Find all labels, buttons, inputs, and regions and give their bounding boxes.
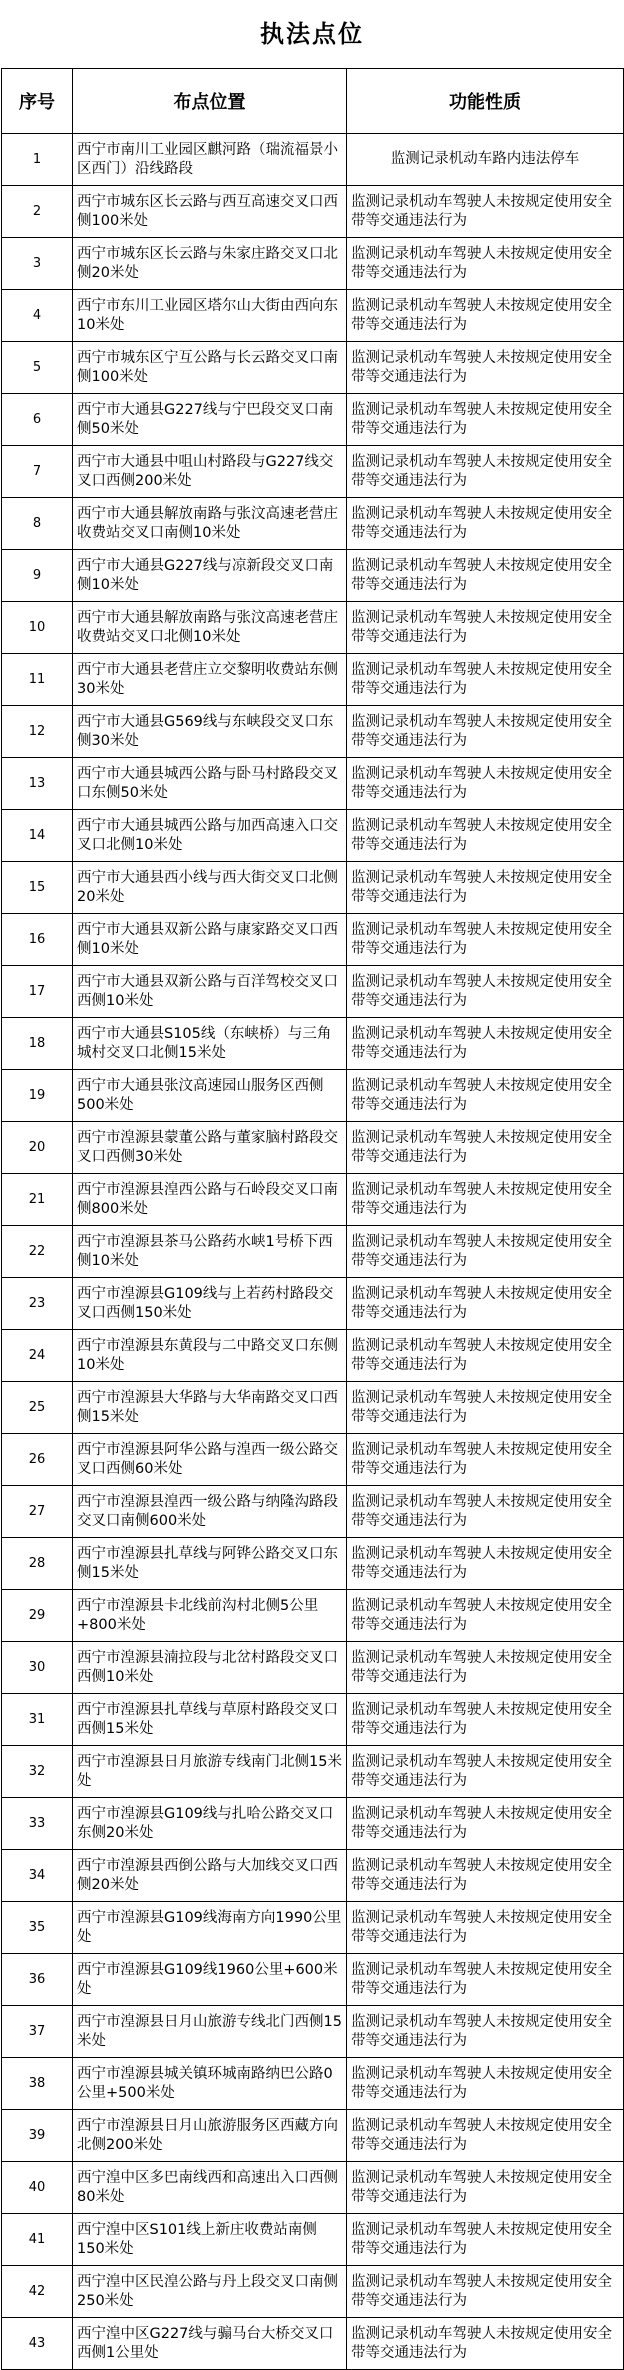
row-function: 监测记录机动车驾驶人未按规定使用安全带等交通违法行为 <box>347 550 624 602</box>
table-row <box>2 1850 624 1902</box>
table-row <box>2 1122 624 1174</box>
table-row <box>2 1590 624 1642</box>
enforcement-points-table <box>1 68 624 2370</box>
table-row <box>2 602 624 654</box>
table-row <box>2 1226 624 1278</box>
table-row <box>2 758 624 810</box>
row-location: 西宁市湟源县G109线1960公里+600米处 <box>73 1954 347 2006</box>
row-function: 监测记录机动车驾驶人未按规定使用安全带等交通违法行为 <box>347 862 624 914</box>
table-row <box>2 498 624 550</box>
table-row <box>2 1070 624 1122</box>
row-location: 西宁市大通县G569线与东峡段交叉口东侧30米处 <box>73 706 347 758</box>
row-location: 西宁市大通县S105线（东峡桥）与三角城村交叉口北侧15米处 <box>73 1018 347 1070</box>
row-location: 西宁市湟源县西倒公路与大加线交叉口西侧20米处 <box>73 1850 347 1902</box>
row-location: 西宁市大通县解放南路与张汶高速老营庄收费站交叉口北侧10米处 <box>73 602 347 654</box>
table-header-row <box>2 69 624 134</box>
row-number: 10 <box>2 602 73 654</box>
row-function: 监测记录机动车驾驶人未按规定使用安全带等交通违法行为 <box>347 1746 624 1798</box>
row-function: 监测记录机动车驾驶人未按规定使用安全带等交通违法行为 <box>347 1174 624 1226</box>
row-number: 5 <box>2 342 73 394</box>
row-location: 西宁市大通县老营庄立交黎明收费站东侧30米处 <box>73 654 347 706</box>
row-location: 西宁市大通县双新公路与康家路交叉口西侧10米处 <box>73 914 347 966</box>
row-number: 31 <box>2 1694 73 1746</box>
header-no: 序号 <box>2 69 73 134</box>
row-number: 13 <box>2 758 73 810</box>
row-function: 监测记录机动车驾驶人未按规定使用安全带等交通违法行为 <box>347 2162 624 2214</box>
row-function: 监测记录机动车驾驶人未按规定使用安全带等交通违法行为 <box>347 706 624 758</box>
row-function: 监测记录机动车驾驶人未按规定使用安全带等交通违法行为 <box>347 1850 624 1902</box>
row-function: 监测记录机动车驾驶人未按规定使用安全带等交通违法行为 <box>347 654 624 706</box>
row-number: 2 <box>2 186 73 238</box>
row-location: 西宁市湟源县G109线与扎哈公路交叉口东侧20米处 <box>73 1798 347 1850</box>
table-row <box>2 1018 624 1070</box>
table-row <box>2 394 624 446</box>
table-row <box>2 2110 624 2162</box>
table-row <box>2 1278 624 1330</box>
row-number: 35 <box>2 1902 73 1954</box>
row-number: 37 <box>2 2006 73 2058</box>
row-function: 监测记录机动车驾驶人未按规定使用安全带等交通违法行为 <box>347 1486 624 1538</box>
row-location: 西宁湟中区民湟公路与丹上段交叉口南侧250米处 <box>73 2266 347 2318</box>
row-location: 西宁市湟源县日月山旅游专线北门西侧15米处 <box>73 2006 347 2058</box>
row-number: 16 <box>2 914 73 966</box>
row-location: 西宁市湟源县茶马公路药水峡1号桥下西侧10米处 <box>73 1226 347 1278</box>
header-function: 功能性质 <box>347 69 624 134</box>
row-number: 39 <box>2 2110 73 2162</box>
row-function: 监测记录机动车驾驶人未按规定使用安全带等交通违法行为 <box>347 914 624 966</box>
row-location: 西宁市湟源县扎草线与草原村路段交叉口西侧15米处 <box>73 1694 347 1746</box>
row-location: 西宁湟中区S101线上新庄收费站南侧150米处 <box>73 2214 347 2266</box>
table-row <box>2 1434 624 1486</box>
table-row <box>2 810 624 862</box>
row-number: 26 <box>2 1434 73 1486</box>
row-number: 34 <box>2 1850 73 1902</box>
table-row <box>2 238 624 290</box>
row-location: 西宁市城东区长云路与朱家庄路交叉口北侧20米处 <box>73 238 347 290</box>
row-location: 西宁市大通县G227线与宁巴段交叉口南侧50米处 <box>73 394 347 446</box>
table-row <box>2 1746 624 1798</box>
row-function: 监测记录机动车驾驶人未按规定使用安全带等交通违法行为 <box>347 394 624 446</box>
row-number: 21 <box>2 1174 73 1226</box>
row-number: 25 <box>2 1382 73 1434</box>
row-function: 监测记录机动车驾驶人未按规定使用安全带等交通违法行为 <box>347 810 624 862</box>
row-number: 14 <box>2 810 73 862</box>
table-row <box>2 2006 624 2058</box>
row-location: 西宁市东川工业园区塔尔山大街由西向东10米处 <box>73 290 347 342</box>
row-function: 监测记录机动车驾驶人未按规定使用安全带等交通违法行为 <box>347 2214 624 2266</box>
row-number: 43 <box>2 2318 73 2370</box>
row-location: 西宁市湟源县城关镇环城南路纳巴公路0公里+500米处 <box>73 2058 347 2110</box>
row-number: 24 <box>2 1330 73 1382</box>
row-function: 监测记录机动车驾驶人未按规定使用安全带等交通违法行为 <box>347 1902 624 1954</box>
row-function: 监测记录机动车驾驶人未按规定使用安全带等交通违法行为 <box>347 1798 624 1850</box>
row-function: 监测记录机动车驾驶人未按规定使用安全带等交通违法行为 <box>347 966 624 1018</box>
row-location: 西宁市湟源县湟西公路与石岭段交叉口南侧800米处 <box>73 1174 347 1226</box>
row-number: 30 <box>2 1642 73 1694</box>
row-number: 15 <box>2 862 73 914</box>
table-row <box>2 1694 624 1746</box>
row-location: 西宁市湟源县卡北线前沟村北侧5公里+800米处 <box>73 1590 347 1642</box>
row-function: 监测记录机动车驾驶人未按规定使用安全带等交通违法行为 <box>347 186 624 238</box>
row-location: 西宁市大通县城西公路与卧马村路段交叉口东侧50米处 <box>73 758 347 810</box>
row-location: 西宁市南川工业园区麒河路（瑞流福景小区西门）沿线路段 <box>73 134 347 186</box>
row-function: 监测记录机动车驾驶人未按规定使用安全带等交通违法行为 <box>347 2110 624 2162</box>
row-function: 监测记录机动车驾驶人未按规定使用安全带等交通违法行为 <box>347 446 624 498</box>
row-number: 9 <box>2 550 73 602</box>
row-number: 22 <box>2 1226 73 1278</box>
row-number: 4 <box>2 290 73 342</box>
table-row <box>2 186 624 238</box>
table-row <box>2 1642 624 1694</box>
row-function: 监测记录机动车驾驶人未按规定使用安全带等交通违法行为 <box>347 290 624 342</box>
row-number: 1 <box>2 134 73 186</box>
row-number: 20 <box>2 1122 73 1174</box>
table-body <box>2 134 624 2370</box>
row-function: 监测记录机动车驾驶人未按规定使用安全带等交通违法行为 <box>347 1434 624 1486</box>
row-location: 西宁市湟源县湟西一级公路与纳隆沟路段交叉口南侧600米处 <box>73 1486 347 1538</box>
table-row <box>2 654 624 706</box>
row-location: 西宁市大通县中咀山村路段与G227线交叉口西侧200米处 <box>73 446 347 498</box>
row-location: 西宁市湟源县日月山旅游服务区西藏方向北侧200米处 <box>73 2110 347 2162</box>
row-number: 32 <box>2 1746 73 1798</box>
row-function: 监测记录机动车驾驶人未按规定使用安全带等交通违法行为 <box>347 2318 624 2370</box>
row-function: 监测记录机动车驾驶人未按规定使用安全带等交通违法行为 <box>347 1590 624 1642</box>
row-location: 西宁市湟源县日月旅游专线南门北侧15米处 <box>73 1746 347 1798</box>
table-row <box>2 290 624 342</box>
row-number: 28 <box>2 1538 73 1590</box>
row-function: 监测记录机动车驾驶人未按规定使用安全带等交通违法行为 <box>347 1694 624 1746</box>
table-row <box>2 1486 624 1538</box>
row-location: 西宁市湟源县蒙董公路与董家脑村路段交叉口西侧30米处 <box>73 1122 347 1174</box>
table-row <box>2 550 624 602</box>
row-function: 监测记录机动车驾驶人未按规定使用安全带等交通违法行为 <box>347 1278 624 1330</box>
table-row <box>2 2318 624 2370</box>
row-number: 27 <box>2 1486 73 1538</box>
row-number: 17 <box>2 966 73 1018</box>
table-row <box>2 1954 624 2006</box>
row-number: 19 <box>2 1070 73 1122</box>
table-row <box>2 1902 624 1954</box>
row-function: 监测记录机动车驾驶人未按规定使用安全带等交通违法行为 <box>347 2266 624 2318</box>
table-row <box>2 446 624 498</box>
table-row <box>2 2058 624 2110</box>
row-location: 西宁市城东区长云路与西互高速交叉口西侧100米处 <box>73 186 347 238</box>
row-number: 33 <box>2 1798 73 1850</box>
row-number: 18 <box>2 1018 73 1070</box>
row-location: 西宁市大通县解放南路与张汶高速老营庄收费站交叉口南侧10米处 <box>73 498 347 550</box>
row-function: 监测记录机动车路内违法停车 <box>347 134 624 186</box>
row-location: 西宁市大通县G227线与凉新段交叉口南侧10米处 <box>73 550 347 602</box>
row-location: 西宁市湟源县G109线与上若药村路段交叉口西侧150米处 <box>73 1278 347 1330</box>
row-location: 西宁市湟源县G109线海南方向1990公里处 <box>73 1902 347 1954</box>
page-title: 执法点位 <box>260 20 364 48</box>
row-location: 西宁湟中区多巴南线西和高速出入口西侧80米处 <box>73 2162 347 2214</box>
table-row <box>2 1382 624 1434</box>
row-number: 23 <box>2 1278 73 1330</box>
row-function: 监测记录机动车驾驶人未按规定使用安全带等交通违法行为 <box>347 1954 624 2006</box>
row-location: 西宁湟中区G227线与骟马台大桥交叉口西侧1公里处 <box>73 2318 347 2370</box>
row-function: 监测记录机动车驾驶人未按规定使用安全带等交通违法行为 <box>347 1538 624 1590</box>
row-function: 监测记录机动车驾驶人未按规定使用安全带等交通违法行为 <box>347 1642 624 1694</box>
row-location: 西宁市湟源县阿华公路与湟西一级公路交叉口西侧60米处 <box>73 1434 347 1486</box>
row-location: 西宁市湟源县大华路与大华南路交叉口西侧15米处 <box>73 1382 347 1434</box>
table-row <box>2 342 624 394</box>
row-location: 西宁市大通县城西公路与加西高速入口交叉口北侧10米处 <box>73 810 347 862</box>
row-location: 西宁市湟源县东黄段与二中路交叉口东侧10米处 <box>73 1330 347 1382</box>
row-number: 11 <box>2 654 73 706</box>
row-number: 7 <box>2 446 73 498</box>
row-number: 40 <box>2 2162 73 2214</box>
table-row <box>2 966 624 1018</box>
row-location: 西宁市湟源县扎草线与阿铧公路交叉口东侧15米处 <box>73 1538 347 1590</box>
table-row <box>2 1330 624 1382</box>
row-function: 监测记录机动车驾驶人未按规定使用安全带等交通违法行为 <box>347 498 624 550</box>
row-number: 42 <box>2 2266 73 2318</box>
row-number: 29 <box>2 1590 73 1642</box>
row-function: 监测记录机动车驾驶人未按规定使用安全带等交通违法行为 <box>347 2006 624 2058</box>
row-location: 西宁市湟源县湳拉段与北岔村路段交叉口西侧10米处 <box>73 1642 347 1694</box>
header-location: 布点位置 <box>73 69 347 134</box>
row-function: 监测记录机动车驾驶人未按规定使用安全带等交通违法行为 <box>347 1330 624 1382</box>
row-function: 监测记录机动车驾驶人未按规定使用安全带等交通违法行为 <box>347 238 624 290</box>
table-row <box>2 1174 624 1226</box>
row-function: 监测记录机动车驾驶人未按规定使用安全带等交通违法行为 <box>347 342 624 394</box>
table-row <box>2 1538 624 1590</box>
row-number: 41 <box>2 2214 73 2266</box>
table-row <box>2 2214 624 2266</box>
table-row <box>2 2162 624 2214</box>
row-function: 监测记录机动车驾驶人未按规定使用安全带等交通违法行为 <box>347 1226 624 1278</box>
table-row <box>2 2266 624 2318</box>
row-number: 3 <box>2 238 73 290</box>
row-location: 西宁市大通县张汶高速园山服务区西侧500米处 <box>73 1070 347 1122</box>
row-function: 监测记录机动车驾驶人未按规定使用安全带等交通违法行为 <box>347 758 624 810</box>
table-row <box>2 1798 624 1850</box>
table-row <box>2 914 624 966</box>
row-number: 8 <box>2 498 73 550</box>
table-row <box>2 134 624 186</box>
row-number: 36 <box>2 1954 73 2006</box>
row-function: 监测记录机动车驾驶人未按规定使用安全带等交通违法行为 <box>347 1070 624 1122</box>
row-location: 西宁市大通县西小线与西大街交叉口北侧20米处 <box>73 862 347 914</box>
row-function: 监测记录机动车驾驶人未按规定使用安全带等交通违法行为 <box>347 602 624 654</box>
row-number: 12 <box>2 706 73 758</box>
row-function: 监测记录机动车驾驶人未按规定使用安全带等交通违法行为 <box>347 2058 624 2110</box>
row-number: 6 <box>2 394 73 446</box>
table-row <box>2 706 624 758</box>
row-location: 西宁市大通县双新公路与百洋驾校交叉口西侧10米处 <box>73 966 347 1018</box>
table-row <box>2 862 624 914</box>
row-function: 监测记录机动车驾驶人未按规定使用安全带等交通违法行为 <box>347 1122 624 1174</box>
row-number: 38 <box>2 2058 73 2110</box>
row-location: 西宁市城东区宁互公路与长云路交叉口南侧100米处 <box>73 342 347 394</box>
row-function: 监测记录机动车驾驶人未按规定使用安全带等交通违法行为 <box>347 1382 624 1434</box>
row-function: 监测记录机动车驾驶人未按规定使用安全带等交通违法行为 <box>347 1018 624 1070</box>
